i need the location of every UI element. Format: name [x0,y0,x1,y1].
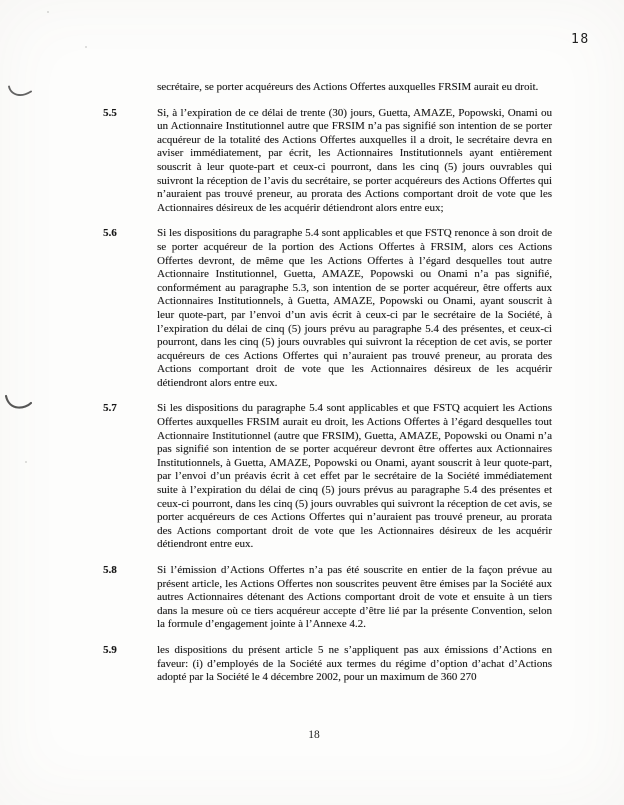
section-number: 5.7 [103,402,117,415]
continuation-paragraph: secrétaire, se porter acquéreurs des Actions Offertes auxquelles FRSIM aurait eu droit. [157,81,539,93]
section-text: Si les dispositions du paragraphe 5.4 sont applicables et que FSTQ renonce à son droit de se porter acquéreur de la portion des Actions Offertes à FRSIM, alors ces Actions Offertes devront, de même que les Actions Offertes à l’égard desquelles tout autre Actionnaire Institutionnel, Guetta, AMAZE, Popowski ou Onami n’a pas signifié, conformément au paragraphe 5.3, son intention de se porter acquéreur, être offerts aux Actionnaires Institutionnels, à Guetta, AMAZE, Popowski ou Onami, ayant souscrit à leur quote-part, par l’envoi d’un avis écrit à ceux-ci par le secrétaire de la Société, à l’expiration du délai de cinq (5) jours prévu au paragraphe 5.4 des présentes, et ceux-ci pourront, dans les cinq (5) jours ouvrables qui suivront la réception de cet avis, se porter acquéreurs de ces Actions Offertes qui n’auraient pas trouvé preneur, au prorata des Actions comportant droit de vote que les Actionnaires désireux de les acquérir détiendront alors entre eux. [157,227,552,389]
footer-page-number: 18 [308,729,320,741]
section-number: 5.8 [103,564,117,576]
scan-speck [85,46,87,48]
section [103,644,552,685]
section [103,227,552,390]
section-text: les dispositions du présent article 5 ne s’appliquent pas aux émissions d’Actions en faveur: (i) d’employés de la Société aux termes du régime d’option d’achat d’Actions adopté par la Société le 4 décembre 2002, pour un maximum de 360 270 [157,643,552,684]
section [103,402,552,552]
scan-speck [47,11,49,13]
section [103,564,552,632]
section [103,107,552,216]
section-number: 5.5 [103,106,117,119]
section-text: Si l’émission d’Actions Offertes n’a pas été souscrite en entier de la façon prévue au présent article, les Actions Offertes non souscrites peuvent être émises par la Société aux autres Actionnaires détenant des Actions comportant droit de vote et ensuite à un tiers dans la mesure où ce tiers acquéreur accepte d’être lié par la présente Convention, selon la formule d’engagement jointe à l’Annexe 4.2. [157,564,552,631]
document-body [103,81,552,697]
scan-speck [25,461,27,463]
scan-artifact-pen-mark [5,394,32,416]
section-text: Si les dispositions du paragraphe 5.4 sont applicables et que FSTQ acquiert les Actions Offertes auxquelles FRSIM aurait eu droit, les Actions Offertes à l’égard desquelles tout Actionnaire Institutionnel (autre que FRSIM), Guetta, AMAZE, Popowski ou Onami n’a pas signifié son intention de se porter acquéreur devront être offertes aux Actionnaires Institutionnels, à Guetta, AMAZE, Popowski ou Onami, ayant souscrit à leur quote-part, par l’envoi d’un préavis écrit à cet effet par le secrétaire de la Société immédiatement suite à l’expiration du délai de cinq (5) jours prévus au paragraphe 5.4 des présentes et ceux-ci pourront, dans les cinq (5) jours ouvrables qui suivront la réception de cet avis, se porter acquéreurs de ces Actions Offertes qui n’auraient pas trouvé preneur, au prorata des Actions comportant droit de vote que les Actionnaires désireux de les acquérir détiendront entre eux. [157,402,552,551]
sections-list [103,107,552,685]
header-page-number: 18 [571,32,590,47]
scan-artifact-pen-mark [8,85,32,104]
section-text: Si, à l’expiration de ce délai de trente (30) jours, Guetta, AMAZE, Popowski, Onami ou un Actionnaire Institutionnel autre que FRSIM n’a pas signifié son intention de se porter acquéreur de la totalité des Actions Offertes auxquelles il a droit, le secrétaire devra en aviser immédiatement, par écrit, les Actionnaires Institutionnels ayant entièrement souscrit à leur quote-part et ceux-ci pourront, dans les cinq (5) jours ouvrables qui suivront la réception de l’avis du secrétaire, se porter acquéreurs des Actions Offertes qui n’auraient pas trouvé preneur, au prorata des Actions comportant droit de vote que les Actionnaires désireux de les acquérir détiendront alors entre eux; [157,106,552,214]
section-number: 5.9 [103,643,117,656]
section-number: 5.6 [103,227,117,240]
